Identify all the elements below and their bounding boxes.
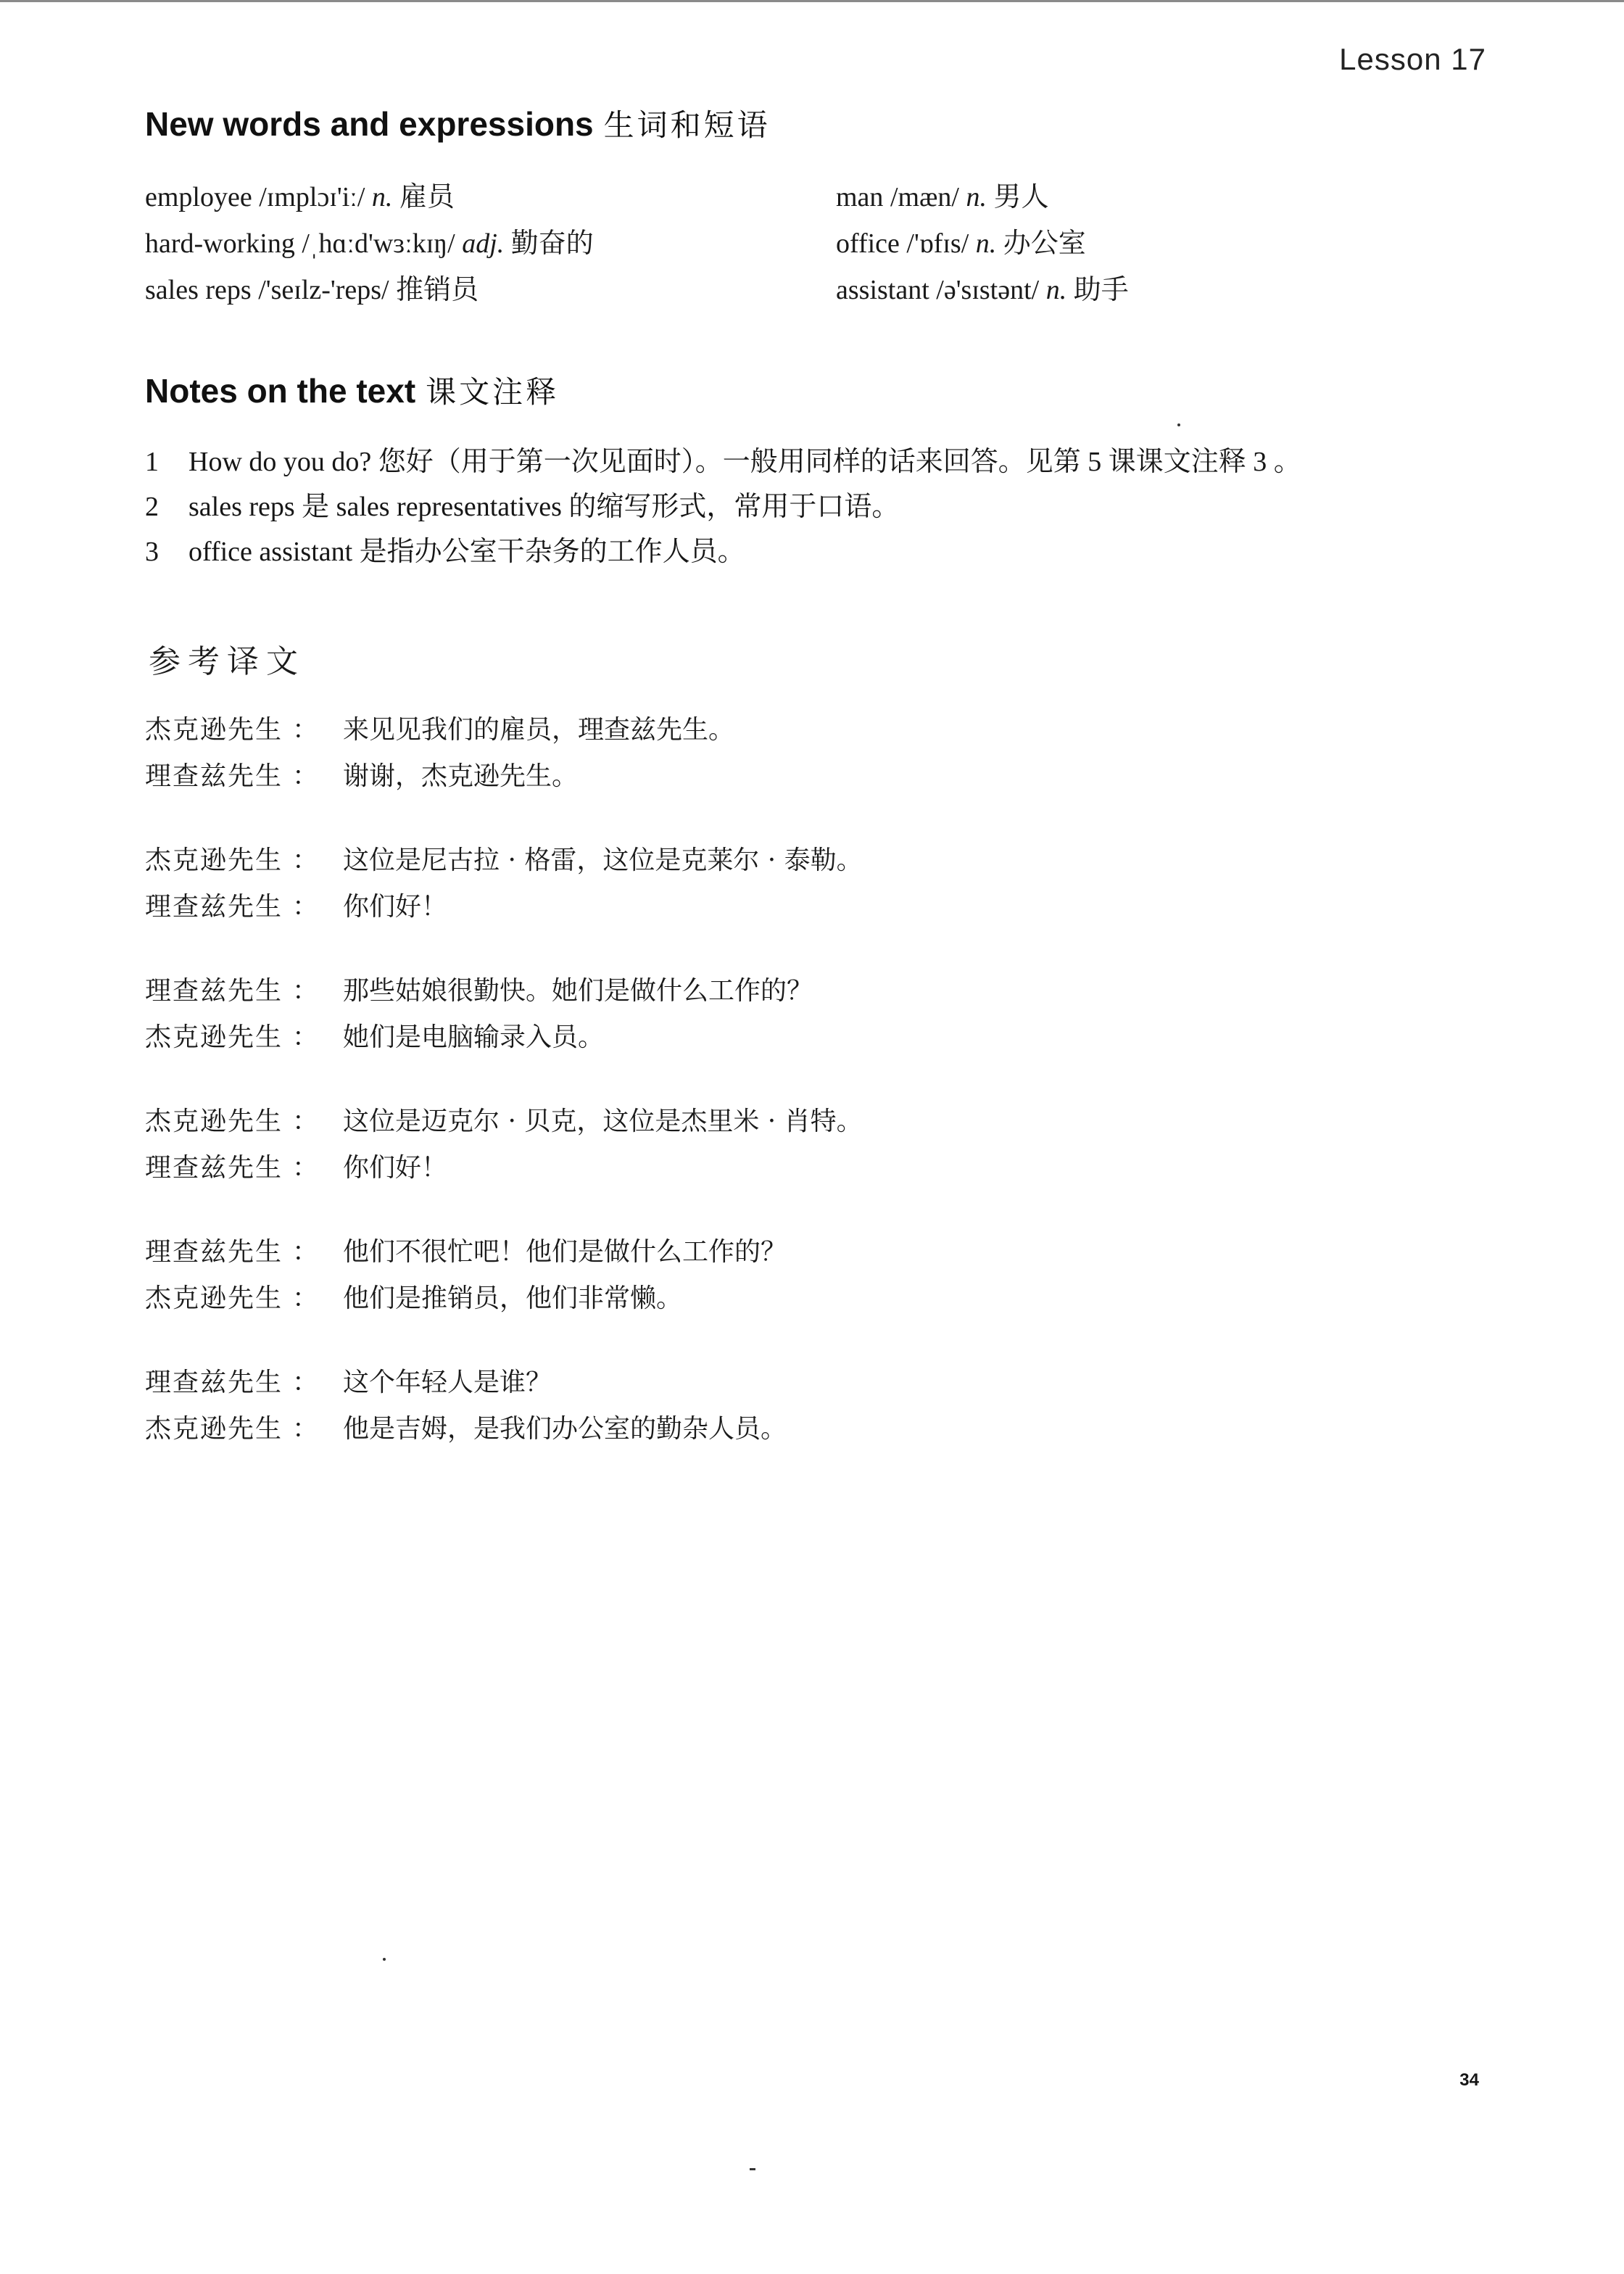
dialogue-block	[145, 1099, 863, 1191]
speaker-colon: ：	[292, 1368, 319, 1397]
notes-heading-en: Notes on the text	[145, 372, 416, 410]
translation-heading: 参考译文	[149, 643, 305, 680]
vocab-word: man	[836, 182, 884, 212]
vocab-word: hard-working	[145, 228, 295, 259]
vocab-part-of-speech: n.	[1045, 275, 1067, 305]
dialogue-line	[145, 884, 863, 930]
note-number: 1	[145, 447, 159, 477]
speaker-colon: ：	[292, 1237, 319, 1267]
speaker-name: 杰克逊先生	[145, 845, 283, 875]
scan-speck	[1177, 423, 1180, 426]
vocab-entry	[836, 267, 1129, 313]
speaker-name: 杰克逊先生	[145, 1414, 283, 1444]
speaker-colon: ：	[292, 1283, 319, 1313]
dialogue-line	[145, 968, 863, 1014]
vocab-word: office	[836, 228, 900, 259]
dialogue-text: 他是吉姆，是我们办公室的勤杂人员。	[343, 1414, 787, 1444]
vocab-phonetic: /'seɪlz-'reps/	[258, 275, 389, 305]
vocab-meaning: 勤奋的	[510, 228, 594, 259]
dialogue-text: 她们是电脑输录入员。	[343, 1022, 605, 1052]
note-item	[145, 439, 1301, 484]
vocab-phonetic: /ə'sɪstənt/	[936, 275, 1040, 305]
dialogue-block	[145, 707, 863, 800]
speaker-colon: ：	[292, 715, 319, 745]
speaker-name: 理查兹先生	[145, 892, 283, 922]
scan-speck	[383, 1958, 386, 1961]
dialogue-line	[145, 1099, 863, 1145]
dialogue-line	[145, 707, 863, 753]
dialogue-block	[145, 1360, 863, 1452]
note-text: sales reps 是 sales representatives 的缩写形式，常用于口语。	[188, 492, 900, 522]
dialogue-line	[145, 1014, 863, 1061]
page-number: 34	[1459, 2070, 1479, 2090]
dialogue-text: 这个年轻人是谁？	[343, 1368, 552, 1397]
dialogue-text: 这位是尼古拉 · 格雷，这位是克莱尔 · 泰勒。	[343, 845, 863, 875]
note-item	[145, 484, 1301, 529]
dialogue-block	[145, 968, 863, 1061]
dialogue-text: 那些姑娘很勤快。她们是做什么工作的？	[343, 976, 813, 1006]
vocab-phonetic: /ɪmplɔɪ'iː/	[259, 182, 365, 212]
vocab-word: assistant	[836, 275, 929, 305]
vocab-heading-zh: 生词和短语	[603, 107, 771, 143]
vocab-meaning: 雇员	[399, 182, 455, 212]
speaker-name: 杰克逊先生	[145, 1022, 283, 1052]
speaker-name: 杰克逊先生	[145, 1283, 283, 1313]
vocab-entry	[145, 174, 594, 220]
note-text: office assistant 是指办公室干杂务的工作人员。	[188, 537, 745, 567]
vocab-word: sales reps	[145, 275, 252, 305]
vocab-part-of-speech: n.	[371, 182, 393, 212]
vocab-meaning: 办公室	[1003, 228, 1086, 259]
vocab-entry	[836, 174, 1129, 220]
speaker-colon: ：	[292, 892, 319, 922]
vocab-part-of-speech: adj.	[462, 228, 505, 259]
vocab-word: employee	[145, 182, 252, 212]
vocab-meaning: 男人	[993, 182, 1049, 212]
dialogue-text: 你们好！	[343, 1153, 448, 1183]
speaker-colon: ：	[292, 976, 319, 1006]
speaker-name: 理查兹先生	[145, 1368, 283, 1397]
dialogue-line	[145, 1145, 863, 1191]
note-number: 2	[145, 492, 159, 522]
vocab-part-of-speech: n.	[975, 228, 997, 259]
vocab-entry	[145, 220, 594, 267]
notes-list	[145, 439, 1301, 574]
dialogue-line	[145, 838, 863, 884]
dialogue-line	[145, 1275, 863, 1322]
speaker-name: 理查兹先生	[145, 1237, 283, 1267]
vocab-meaning: 推销员	[396, 275, 479, 305]
dialogue-text: 他们不很忙吧！他们是做什么工作的？	[343, 1237, 787, 1267]
scan-speck	[750, 2168, 755, 2170]
top-border-rule	[0, 0, 1624, 2]
speaker-name: 杰克逊先生	[145, 1107, 283, 1136]
vocab-phonetic: /mæn/	[890, 182, 959, 212]
lesson-label: Lesson 17	[1339, 42, 1486, 76]
speaker-colon: ：	[292, 1022, 319, 1052]
speaker-name: 杰克逊先生	[145, 715, 283, 745]
vocab-column-left	[145, 174, 594, 313]
dialogue-text: 谢谢，杰克逊先生。	[343, 761, 579, 791]
dialogue-text: 这位是迈克尔 · 贝克，这位是杰里米 · 肖特。	[343, 1107, 863, 1136]
speaker-colon: ：	[292, 761, 319, 791]
vocab-phonetic: /'ɒfɪs/	[906, 228, 969, 259]
vocab-heading-en: New words and expressions	[145, 105, 594, 143]
dialogue-block	[145, 1229, 863, 1322]
dialogue-line	[145, 1360, 863, 1406]
vocab-part-of-speech: n.	[966, 182, 987, 212]
dialogue	[145, 707, 863, 1490]
speaker-name: 理查兹先生	[145, 761, 283, 791]
speaker-name: 理查兹先生	[145, 1153, 283, 1183]
dialogue-text: 他们是推销员，他们非常懒。	[343, 1283, 683, 1313]
vocab-entry	[836, 220, 1129, 267]
vocab-entry	[145, 267, 594, 313]
dialogue-line	[145, 753, 863, 800]
dialogue-text: 来见见我们的雇员，理查兹先生。	[343, 715, 735, 745]
dialogue-line	[145, 1229, 863, 1275]
notes-heading-zh: 课文注释	[426, 374, 560, 410]
dialogue-line	[145, 1406, 863, 1452]
speaker-colon: ：	[292, 1414, 319, 1444]
speaker-colon: ：	[292, 845, 319, 875]
speaker-name: 理查兹先生	[145, 976, 283, 1006]
vocab-heading	[145, 102, 771, 145]
vocab-meaning: 助手	[1073, 275, 1129, 305]
dialogue-text: 你们好！	[343, 892, 448, 922]
speaker-colon: ：	[292, 1153, 319, 1183]
notes-heading	[145, 368, 559, 412]
note-text: How do you do? 您好（用于第一次见面时）。一般用同样的话来回答。见第 5 课课文注释 3 。	[188, 447, 1301, 477]
note-number: 3	[145, 537, 159, 567]
vocab-phonetic: /ˌhɑːd'wɜːkɪŋ/	[302, 228, 455, 259]
speaker-colon: ：	[292, 1107, 319, 1136]
note-item	[145, 529, 1301, 574]
vocab-column-right	[836, 174, 1129, 313]
dialogue-block	[145, 838, 863, 930]
